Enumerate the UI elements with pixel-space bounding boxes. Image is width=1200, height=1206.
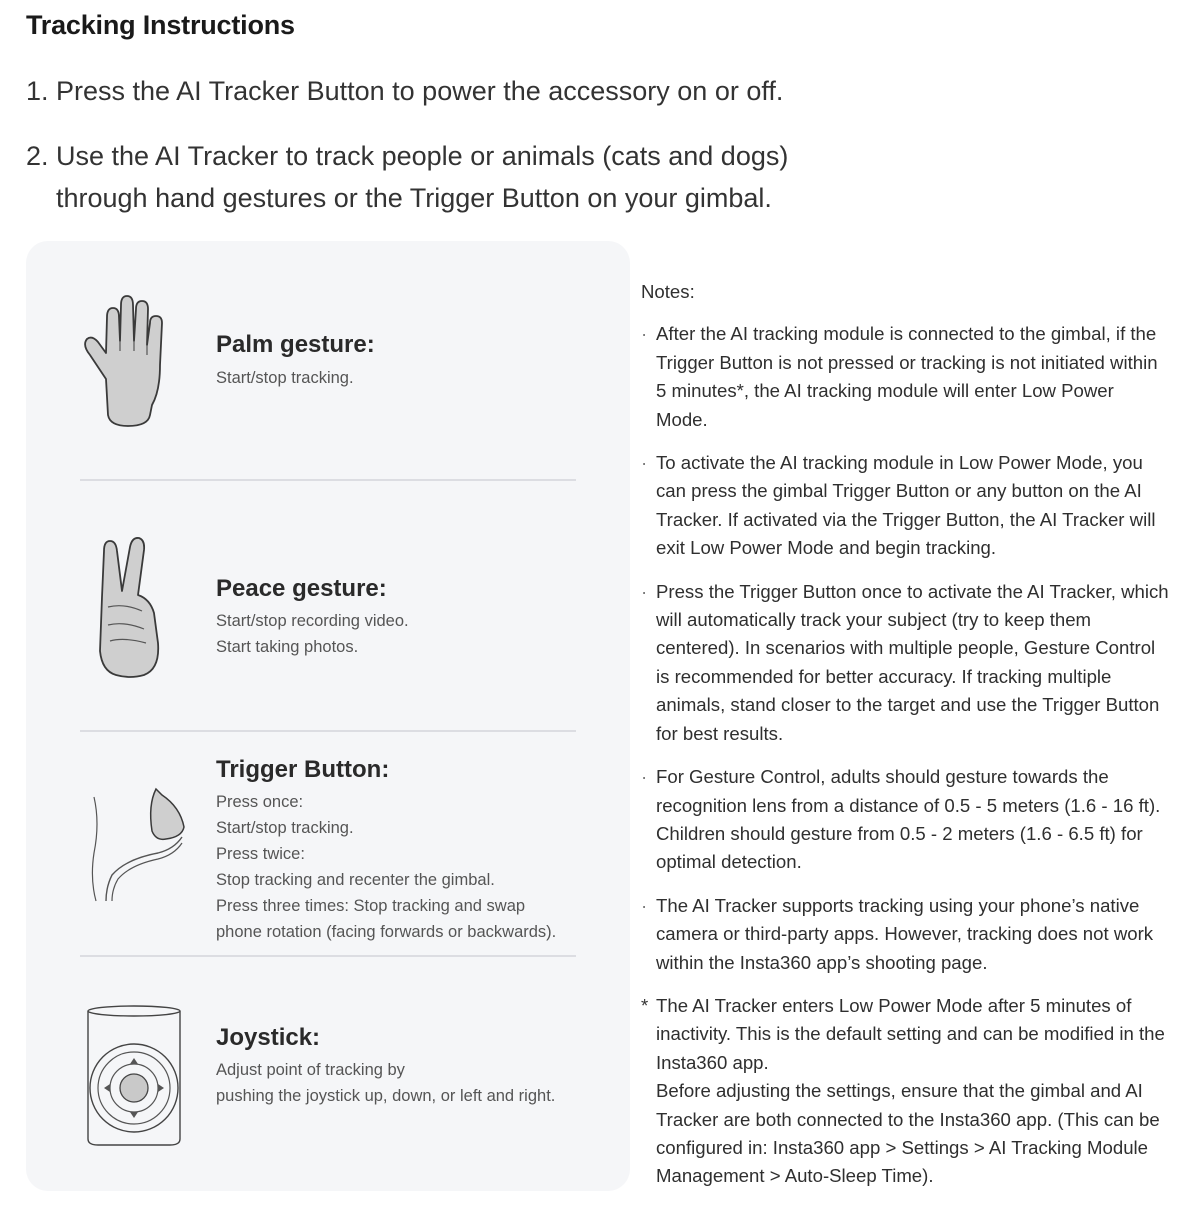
peace-gesture-desc-2: Start taking photos. [216,638,359,656]
footnote [641,992,1193,1191]
divider [80,730,576,732]
step-number: 1. [26,76,49,106]
bullet-mark: · [641,894,648,916]
note-line: Tracker. If activated via the Trigger Button, the AI Tracker will [656,508,1156,530]
step-text: through hand gestures or the Trigger Button on your gimbal. [56,183,772,213]
peace-hand-icon [94,533,164,681]
note-line: Tracker are both connected to the Insta360 app. (This can be [656,1108,1160,1130]
note-line: Before adjusting the settings, ensure that the gimbal and AI [656,1080,1143,1102]
trigger-button-title: Trigger Button: [216,756,390,783]
note-item [641,320,1193,434]
peace-gesture-desc-1: Start/stop recording video. [216,612,409,630]
note-line: The AI Tracker supports tracking using your phone’s native [656,894,1140,916]
note-line: Press the Trigger Button once to activate the AI Tracker, which [656,580,1169,602]
note-line: will automatically track your subject (try to keep them [656,609,1092,631]
trigger-desc-3: Press twice: [216,845,305,863]
note-line: The AI Tracker enters Low Power Mode after 5 minutes of [656,994,1132,1016]
note-line: inactivity. This is the default setting and can be modified in the [656,1023,1165,1045]
note-line: camera or third-party apps. However, tracking does not work [656,923,1154,945]
joystick-title: Joystick: [216,1024,321,1051]
note-line: To activate the AI tracking module in Low Power Mode, you [656,452,1143,474]
note-line: centered). In scenarios with multiple people, Gesture Control [656,637,1156,659]
palm-gesture-desc: Start/stop tracking. [216,369,354,387]
note-line: for best results. [656,722,784,744]
divider [80,479,576,481]
notes-heading: Notes: [641,281,695,302]
note-line: After the AI tracking module is connected to the gimbal, if the [656,323,1157,345]
trigger-desc-5: Press three times: Stop tracking and swap [216,897,526,915]
note-line: Management > Auto-Sleep Time). [656,1165,934,1187]
note-item [641,449,1193,563]
note-line: Trigger Button is not pressed or tracking is not initiated within [656,351,1158,373]
bullet-mark: · [641,580,648,602]
bullet-mark: · [641,452,648,474]
palm-gesture-title: Palm gesture: [216,331,375,358]
trigger-button-icon [86,783,190,907]
note-line: Insta360 app. [656,1051,769,1073]
page-title: Tracking Instructions [26,10,295,40]
note-item [641,763,1193,877]
note-line: 5 minutes*, the AI tracking module will enter Low Power [656,380,1114,402]
note-line: recognition lens from a distance of 0.5 - 5 meters (1.6 - 16 ft). [656,794,1161,816]
step-1 [26,70,783,112]
joystick-icon [84,1003,184,1147]
trigger-desc-6: phone rotation (facing forwards or backwards). [216,923,557,941]
note-line: within the Insta360 app’s shooting page. [656,951,988,973]
note-line: exit Low Power Mode and begin tracking. [656,537,997,559]
step-text: Press the AI Tracker Button to power the accessory on or off. [56,76,784,106]
notes-section [641,278,1193,1206]
trigger-desc-4: Stop tracking and recenter the gimbal. [216,871,495,889]
step-text: Use the AI Tracker to track people or animals (cats and dogs) [56,141,789,171]
bullet-mark: · [641,323,648,345]
note-line: Children should gesture from 0.5 - 2 meters (1.6 - 6.5 ft) for [656,822,1143,844]
bullet-mark: · [641,766,648,788]
note-line: optimal detection. [656,851,802,873]
note-line: can press the gimbal Trigger Button or any button on the AI [656,480,1142,502]
star-mark: * [641,994,649,1016]
step-2 [26,135,788,219]
note-line: animals, stand closer to the target and use the Trigger Button [656,694,1160,716]
note-item [641,892,1193,977]
note-line: configured in: Insta360 app > Settings > AI Tracking Module [656,1136,1149,1158]
joystick-desc-1: Adjust point of tracking by [216,1061,405,1079]
note-line: For Gesture Control, adults should gesture towards the [656,766,1109,788]
trigger-desc-1: Press once: [216,793,304,811]
joystick-desc-2: pushing the joystick up, down, or left and right. [216,1087,556,1105]
divider [80,955,576,957]
step-number: 2. [26,141,49,171]
note-line: Mode. [656,408,708,430]
peace-gesture-title: Peace gesture: [216,575,387,602]
trigger-desc-2: Start/stop tracking. [216,819,354,837]
note-item [641,578,1193,748]
note-line: is recommended for better accuracy. If tracking multiple [656,665,1112,687]
palm-hand-icon [80,293,172,429]
